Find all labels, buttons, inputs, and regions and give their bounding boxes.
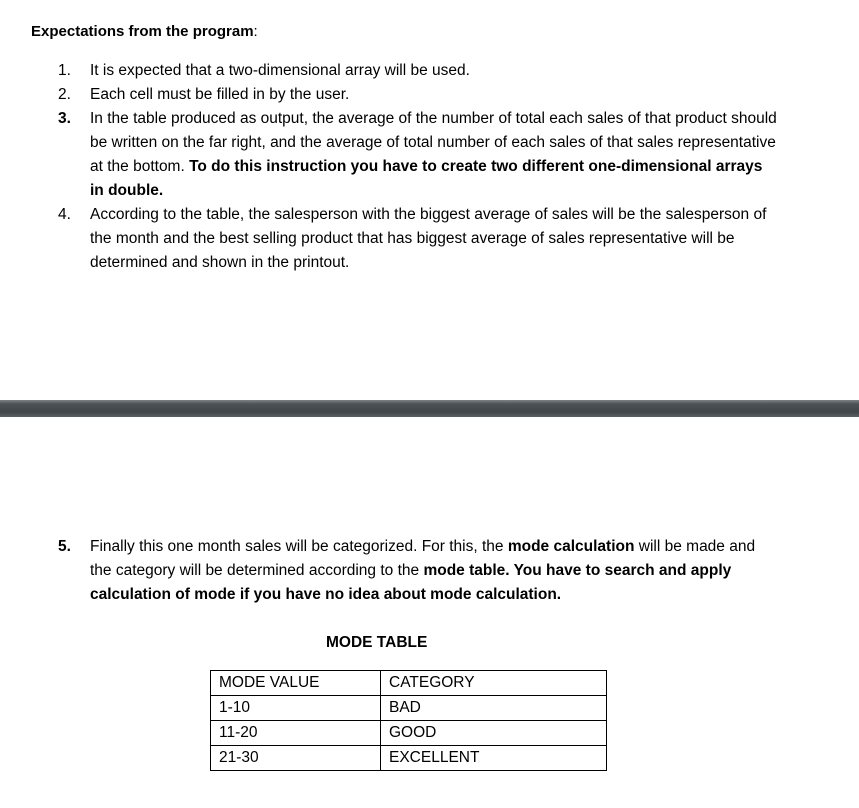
page-divider	[0, 400, 859, 417]
heading-text: Expectations from the program	[31, 23, 254, 40]
document-page-top	[0, 0, 859, 400]
mode-table	[210, 670, 607, 771]
mode-table-title: MODE TABLE	[326, 634, 428, 651]
list-item-number: 3.	[58, 110, 71, 127]
document-page-bottom	[0, 417, 859, 808]
list-item-text: will be made and the category will be determined according to the	[90, 538, 756, 579]
table-cell: BAD	[381, 696, 607, 721]
table-cell: GOOD	[381, 721, 607, 746]
table-header-row	[211, 671, 607, 696]
table-header-cell: CATEGORY	[381, 671, 607, 696]
list-item-bold-text: mode table. You have to search and apply calculation of mode if you have no idea about mode calculation.	[90, 562, 732, 603]
list-item	[0, 59, 859, 83]
list-item-bold-text: mode calculation	[507, 538, 635, 555]
table-header-cell: MODE VALUE	[211, 671, 381, 696]
list-item-bold-text: To do this instruction you have to create two different one-dimensional arrays in double.	[90, 158, 763, 199]
list-item-number: 2.	[58, 86, 71, 103]
table-cell: 21-30	[211, 746, 381, 771]
table-row	[211, 746, 607, 771]
list-item-number: 5.	[58, 538, 71, 555]
list-item-number: 1.	[58, 62, 71, 79]
list-item	[0, 535, 859, 607]
list-item	[0, 107, 859, 203]
list-item-number: 4.	[58, 206, 71, 223]
table-cell: 11-20	[211, 721, 381, 746]
table-row	[211, 721, 607, 746]
table-cell: EXCELLENT	[381, 746, 607, 771]
list-item-text: Each cell must be filled in by the user.	[90, 86, 350, 103]
list-item-text: According to the table, the salesperson with the biggest average of sales will be the salesperson of the month and the best selling product that has biggest average of sales representative will be determined and shown in the printout.	[90, 206, 767, 271]
section-heading	[31, 22, 258, 42]
heading-colon: :	[253, 23, 258, 40]
list-item-text: It is expected that a two-dimensional array will be used.	[90, 62, 470, 79]
table-row	[211, 696, 607, 721]
list-item-text: In the table produced as output, the average of the number of total each sales of that product should be written on the far right, and the average of total number of each sales of that sales representative at the bottom.	[90, 110, 777, 175]
list-item-text: Finally this one month sales will be categorized. For this, the	[90, 538, 508, 555]
requirements-list	[0, 59, 859, 275]
list-item	[0, 203, 859, 275]
table-cell: 1-10	[211, 696, 381, 721]
list-item	[0, 83, 859, 107]
